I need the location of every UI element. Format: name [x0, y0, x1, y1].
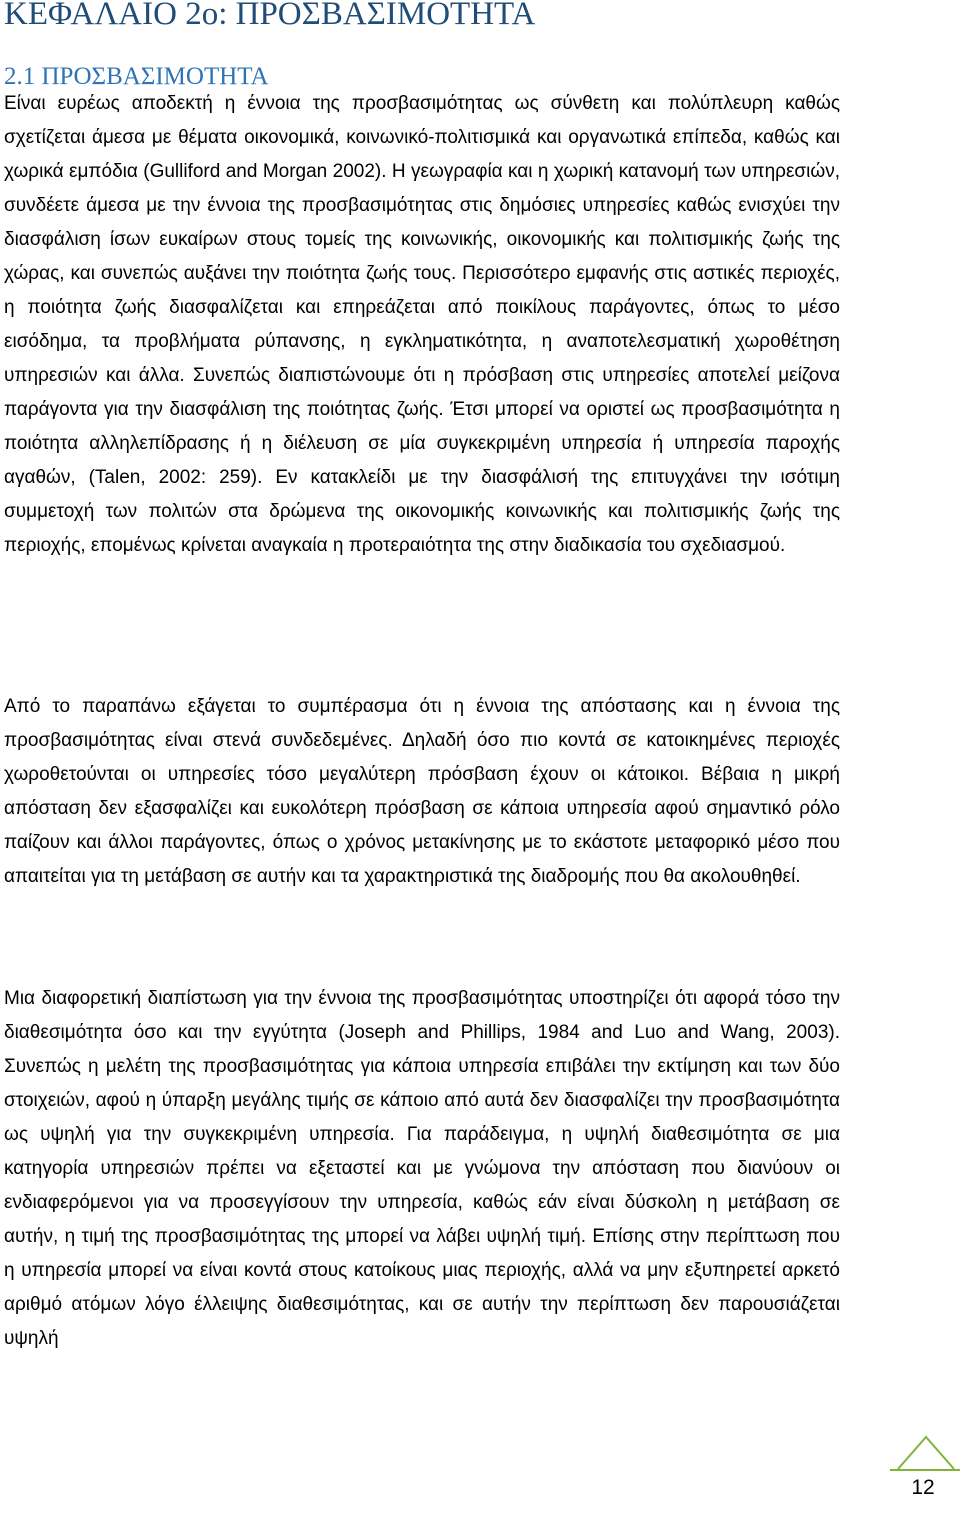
body-paragraph: Μια διαφορετική διαπίστωση για την έννοια της προσβασιμότητας υποστηρίζει ότι αφορά τόσο την διαθεσιμότητα όσο και την εγγύτητα (Joseph and Phillips, 1984 and Luo and Wang, 2003). Συνεπώς η μελέτη της προσβασιμότητας για κάποια υπηρεσία επιβάλει την εκτίμηση και των δύο στοιχειών, αφού η ύπαρξη μεγάλης τιμής σε κάποιο από αυτά δεν διασφαλίζει την προσβασιμότητα ως υψηλή για την συγκεκριμένη υπηρεσία. Για παράδειγμα, η υψηλή διαθεσιμότητα σε μια κατηγορία υπηρεσιών πρέπει να εξεταστεί και με γνώμονα την απόσταση που διανύουν οι ενδιαφερόμενοι για να προσεγγίσουν την υπηρεσία, καθώς εάν είναι δύσκολη η μετάβαση σε αυτήν, η τιμή της προσβασιμότητας της μπορεί να λάβει υψηλή τιμή. Επίσης στην περίπτωση που η υπηρεσία μπορεί να είναι κοντά στους κατοίκους μιας περιοχής, αλλά να μην εξυπηρετεί αρκετό αριθμό ατόμων λόγο έλλειψης διαθεσιμότητας, και σε αυτήν την περίπτωση δεν παρουσιάζεται υψηλή: [4, 988, 840, 1349]
section-title: 2.1 ΠΡΟΣΒΑΣΙΜΟΤΗΤΑ: [4, 63, 269, 90]
page-number: 12: [911, 1476, 935, 1499]
chapter-title: ΚΕΦΑΛΑΙΟ 2ο: ΠΡΟΣΒΑΣΙΜΟΤΗΤΑ: [4, 0, 536, 32]
page-number-box: [890, 1433, 960, 1521]
page-number-divider: [890, 1469, 960, 1471]
page-corner-accent-icon: [890, 1433, 960, 1473]
body-paragraph: Είναι ευρέως αποδεκτή η έννοια της προσβασιμότητας ως σύνθετη και πολύπλευρη καθώς σχετίζεται άμεσα με θέματα οικονομικά, κοινωνικό-πολιτισμικά και οργανωτικά επίπεδα, καθώς και χωρικά εμπόδια (Gulliford and Morgan 2002). Η γεωγραφία και η χωρική κατανομή των υπηρεσιών, συνδέετε άμεσα με την έννοια της προσβασιμότητας στις δημόσιες υπηρεσίες καθώς ενισχύει την διασφάλιση ίσων ευκαίρων στους τομείς της κοινωνικής, οικονομικής και πολιτισμικής ζωής της χώρας, και συνεπώς αυξάνει την ποιότητα ζωής τους. Περισσότερο εμφανής στις αστικές περιοχές, η ποιότητα ζωής διασφαλίζεται και επηρεάζεται από ποικίλους παράγοντες, όπως το μέσο εισόδημα, τα προβλήματα ρύπανσης, η εγκληματικότητα, η αναποτελεσματική χωροθέτηση υπηρεσιών και άλλα. Συνεπώς διαπιστώνουμε ότι η πρόσβαση στις υπηρεσίες αποτελεί μείζονα παράγοντα για την διασφάλιση της ποιότητας ζωής. Έτσι μπορεί να οριστεί ως προσβασιμότητα η ποιότητα αλληλεπίδρασης ή η διέλευση σε μία συγκεκριμένη υπηρεσία ή υπηρεσία παροχής αγαθών, (Talen, 2002: 259). Εν κατακλείδι με την διασφάλισή της επιτυγχάνει την ισότιμη συμμετοχή των πολιτών στα δρώμενα της οικονομικής κοινωνικής και πολιτισμικής ζωής της περιοχής, επομένως κρίνεται αναγκαία η προτεραιότητα της στην διαδικασία του σχεδιασμού.: [4, 93, 840, 556]
body-paragraph: Από το παραπάνω εξάγεται το συμπέρασμα ότι η έννοια της απόστασης και η έννοια της προσβασιμότητας είναι στενά συνδεδεμένες. Δηλαδή όσο πιο κοντά σε κατοικημένες περιοχές χωροθετούνται οι υπηρεσίες τόσο μεγαλύτερη πρόσβαση έχουν οι κάτοικοι. Βέβαια η μικρή απόσταση δεν εξασφαλίζει και ευκολότερη πρόσβαση σε κάποια υπηρεσία αφού σημαντικό ρόλο παίζουν και άλλοι παράγοντες, όπως ο χρόνος μετακίνησης με το εκάστοτε μεταφορικό μέσο που απαιτείται για τη μετάβαση σε αυτήν και τα χαρακτηριστικά της διαδρομής που θα ακολουθηθεί.: [4, 696, 840, 887]
